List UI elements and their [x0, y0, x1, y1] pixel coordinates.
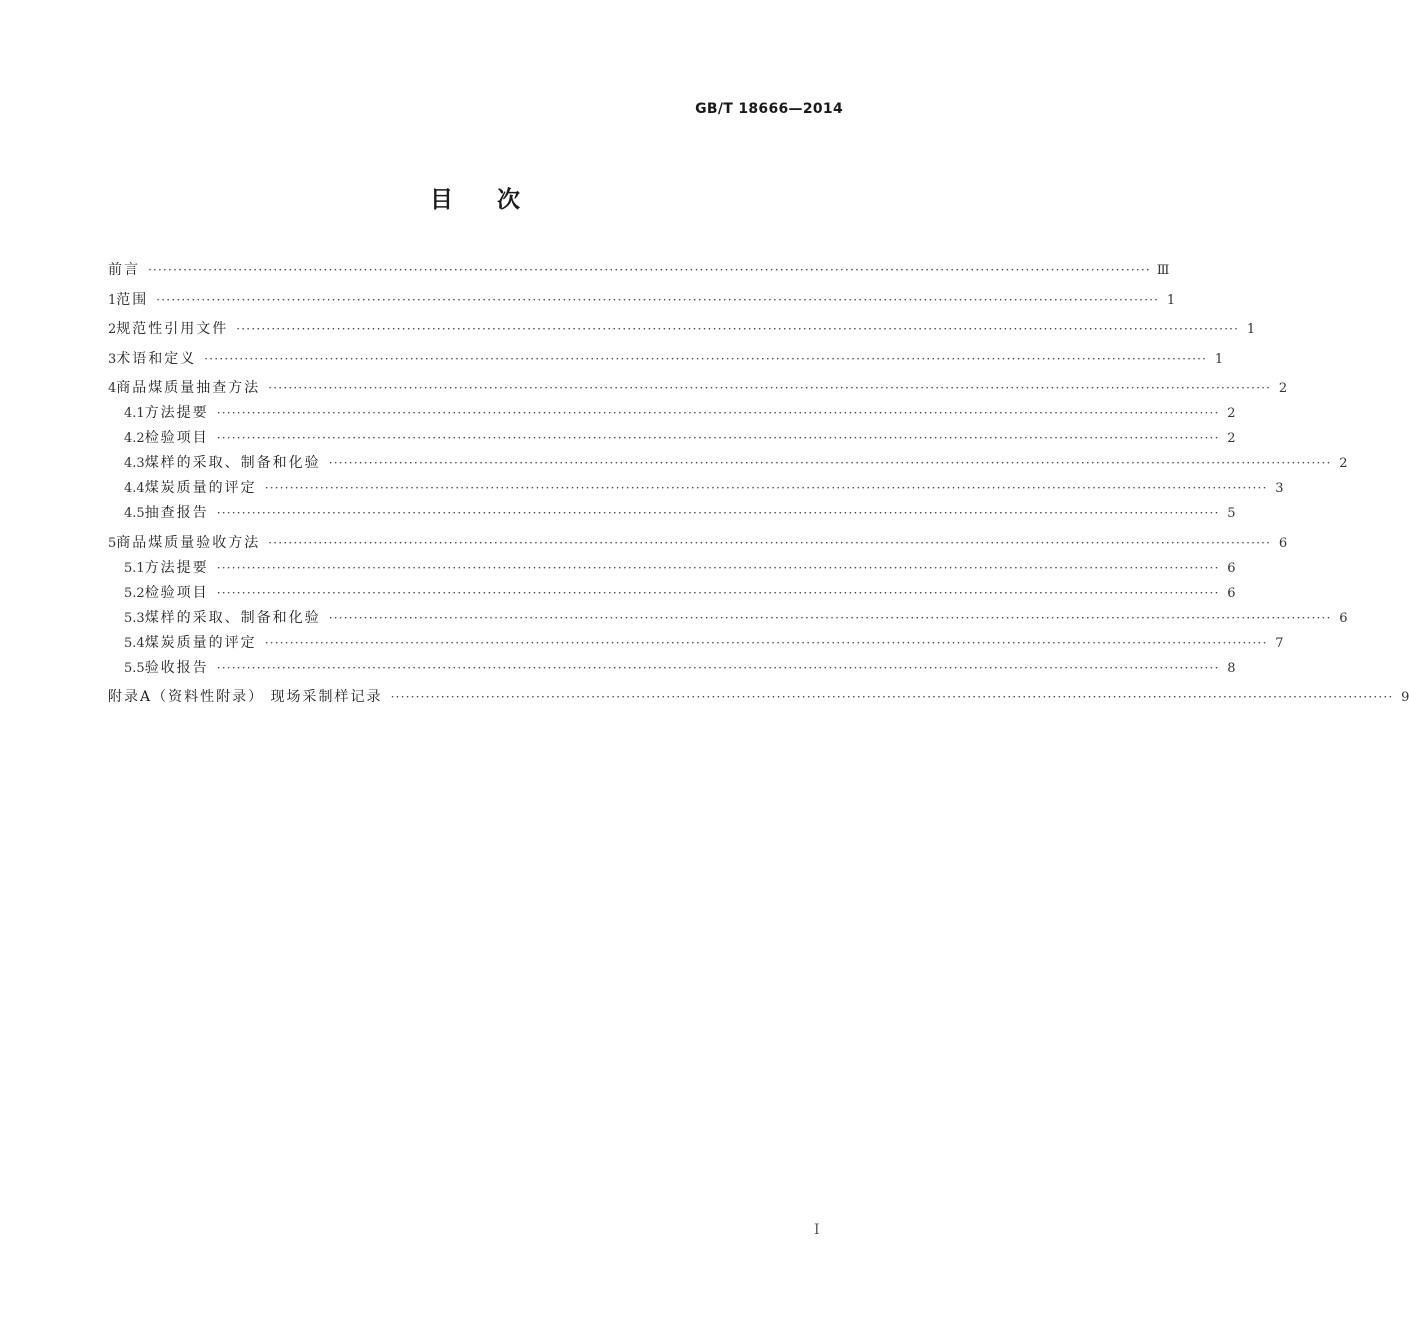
- toc-entry-page: 2: [1227, 431, 1236, 446]
- toc-entry[interactable]: [108, 606, 1348, 631]
- toc-entry-number: 5.5: [124, 660, 145, 676]
- toc-dot-leader: ········································································································································································································: [236, 322, 1240, 336]
- toc-entry[interactable]: [108, 426, 1236, 451]
- toc-entry-number: 4.4: [124, 481, 145, 496]
- toc-entry-number: 4.1: [124, 406, 145, 421]
- toc-entry-number: 4: [108, 381, 117, 396]
- toc-entry[interactable]: [108, 451, 1348, 476]
- toc-dot-leader: ········································································································································································································: [216, 406, 1220, 420]
- toc-entry[interactable]: [108, 581, 1236, 606]
- standard-code: GB/T 18666—2014: [695, 101, 843, 117]
- toc-dot-leader: ········································································································································································································: [148, 263, 1151, 277]
- toc-dot-leader: ········································································································································································································: [216, 660, 1220, 675]
- toc-entry[interactable]: [108, 656, 1236, 681]
- toc-entry-number: 3: [108, 351, 117, 367]
- toc-entry-number: 5.2: [124, 585, 145, 601]
- toc-entry-label: 煤炭质量的评定: [144, 480, 257, 496]
- toc-entry[interactable]: [108, 347, 1224, 372]
- toc-dot-leader: ········································································································································································································: [390, 690, 1394, 704]
- toc-dot-leader: ········································································································································································································: [216, 585, 1220, 600]
- toc-entry-label: 煤样的采取、制备和化验: [144, 609, 321, 626]
- toc-entry[interactable]: [108, 258, 1170, 283]
- toc-entry-number: 5.1: [124, 560, 145, 576]
- toc-entry-page: 7: [1275, 635, 1284, 651]
- toc-entry-label: 验收报告: [144, 659, 209, 676]
- toc-entry-label: 检验项目: [144, 430, 209, 446]
- toc-dot-leader: ········································································································································································································: [268, 381, 1272, 395]
- toc-entry-page: 6: [1227, 585, 1236, 601]
- toc-entry-page: Ⅲ: [1156, 263, 1170, 278]
- toc-entry-label: 抽查报告: [144, 505, 209, 521]
- toc-entry-number: 4.5: [124, 506, 145, 521]
- toc-entry[interactable]: [108, 476, 1284, 501]
- toc-entry-number: 2: [108, 322, 117, 337]
- toc-entry-label: 商品煤质量验收方法: [116, 534, 261, 551]
- page-title: 目次: [430, 187, 564, 213]
- toc-entry-page: 1: [1246, 322, 1256, 337]
- toc-entry-label: 检验项目: [144, 584, 209, 601]
- toc-entry[interactable]: [108, 317, 1256, 342]
- toc-entry-number: 4.3: [124, 456, 145, 471]
- toc-dot-leader: ········································································································································································································: [328, 610, 1332, 625]
- toc-entry-number: 5.4: [124, 635, 145, 651]
- toc-entry-page: 2: [1227, 406, 1236, 421]
- toc-entry-number: 5: [108, 535, 117, 551]
- toc-entry[interactable]: [108, 631, 1284, 656]
- toc-entry[interactable]: [108, 685, 1409, 710]
- toc-entry-page: 1: [1214, 351, 1224, 367]
- toc-entry-page: 9: [1401, 690, 1409, 705]
- toc-entry-label: 术语和定义: [116, 350, 197, 367]
- toc-entry[interactable]: [108, 501, 1236, 526]
- footer-page-number: Ⅰ: [814, 1222, 820, 1238]
- toc-entry-number: 1: [108, 292, 117, 308]
- toc-entry-page: 6: [1278, 535, 1288, 551]
- toc-entry-label: 前言: [108, 262, 140, 278]
- toc-entry-number: 5.3: [124, 610, 145, 626]
- toc-dot-leader: ········································································································································································································: [268, 535, 1272, 550]
- toc-entry-label: 附录A（资料性附录） 现场采制样记录: [108, 689, 383, 705]
- table-of-contents: [108, 258, 1409, 710]
- toc-entry-page: 6: [1339, 610, 1348, 626]
- toc-entry[interactable]: [108, 401, 1236, 426]
- toc-dot-leader: ········································································································································································································: [264, 635, 1268, 650]
- toc-entry-page: 5: [1227, 506, 1236, 521]
- toc-dot-leader: ········································································································································································································: [216, 506, 1220, 520]
- toc-entry-label: 煤炭质量的评定: [144, 634, 257, 651]
- toc-dot-leader: ········································································································································································································: [328, 456, 1332, 470]
- toc-dot-leader: ········································································································································································································: [216, 431, 1220, 445]
- toc-entry-label: 商品煤质量抽查方法: [116, 380, 261, 396]
- toc-entry[interactable]: [108, 556, 1236, 581]
- toc-entry-label: 方法提要: [144, 405, 209, 421]
- toc-entry-page: 2: [1339, 456, 1348, 471]
- toc-entry-label: 范围: [116, 291, 149, 308]
- toc-entry-page: 2: [1278, 381, 1288, 396]
- toc-entry-page: 1: [1166, 292, 1176, 308]
- toc-entry[interactable]: [108, 288, 1176, 313]
- toc-dot-leader: ········································································································································································································: [204, 351, 1208, 366]
- toc-entry-page: 3: [1275, 481, 1284, 496]
- toc-entry-label: 规范性引用文件: [116, 321, 229, 337]
- toc-dot-leader: ········································································································································································································: [264, 481, 1268, 495]
- toc-entry[interactable]: [108, 376, 1288, 401]
- toc-entry-label: 煤样的采取、制备和化验: [144, 455, 321, 471]
- toc-dot-leader: ········································································································································································································: [156, 292, 1160, 307]
- toc-dot-leader: ········································································································································································································: [216, 560, 1220, 575]
- toc-entry-number: 4.2: [124, 431, 145, 446]
- toc-entry-label: 方法提要: [144, 559, 209, 576]
- toc-entry[interactable]: [108, 531, 1288, 556]
- toc-entry-page: 8: [1227, 660, 1236, 676]
- toc-entry-page: 6: [1227, 560, 1236, 576]
